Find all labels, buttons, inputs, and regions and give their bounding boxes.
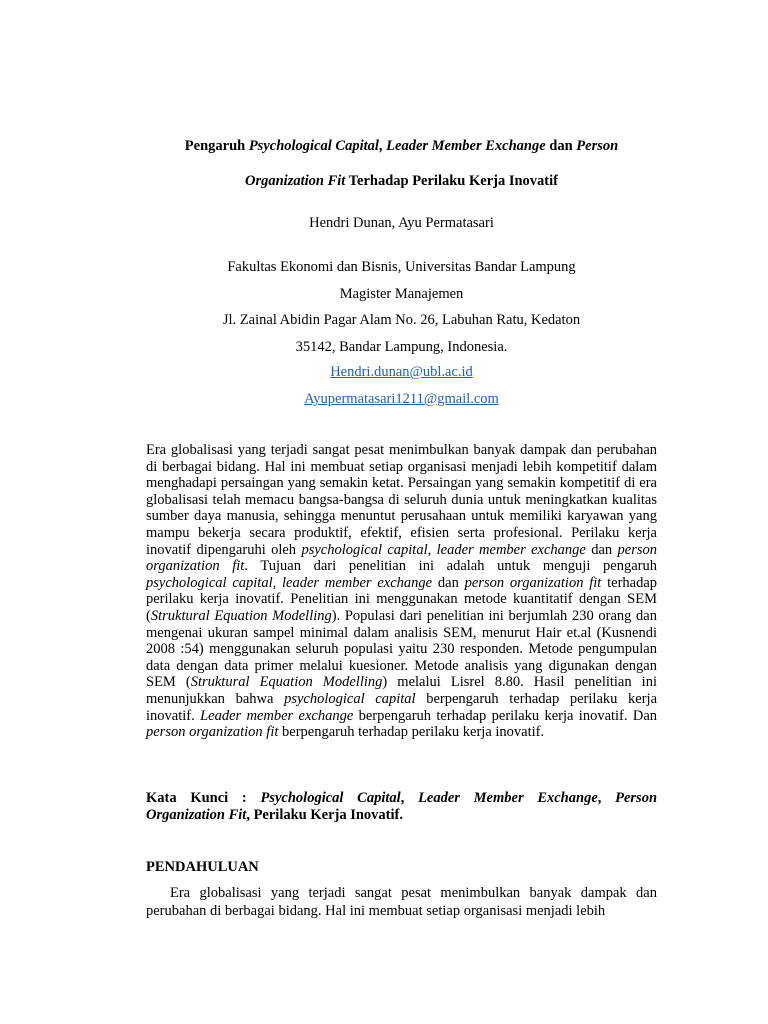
affiliation-faculty: Fakultas Ekonomi dan Bisnis, Universitas Bandar Lampung [227, 259, 576, 275]
keyword-term: Psychological Capital [260, 790, 401, 806]
abstract-paragraph [146, 442, 657, 741]
title-italic-term: Leader Member Exchange [386, 138, 546, 154]
abstract-italic-term: psychological capital [301, 541, 428, 558]
paper-title-line-2 [146, 172, 657, 190]
title-text: dan [545, 138, 577, 154]
abstract-text: berpengaruh terhadap perilaku kerja inovatif. [278, 724, 545, 741]
abstract-text: , [272, 574, 283, 591]
abstract-italic-term: person organization fit [146, 541, 658, 575]
abstract-italic-term: person organization fit [464, 574, 602, 591]
abstract-text: , [427, 541, 437, 558]
email-link[interactable]: Hendri.dunan@ubl.ac.id [330, 364, 473, 380]
abstract-text: berpengaruh terhadap perilaku kerja inovatif. Dan [353, 707, 658, 724]
keyword-term: Person Organization Fit [146, 790, 658, 823]
abstract-text: dan [432, 574, 465, 591]
title-italic-term: Organization Fit [244, 173, 346, 189]
paper-title-line-1 [146, 137, 657, 155]
abstract-italic-term: Leader member exchange [200, 707, 354, 724]
title-italic-term: Person [576, 138, 619, 154]
abstract-text: . Tujuan dari penelitian ini adalah untuk menguji pengaruh [244, 558, 657, 575]
abstract-text: ). Populasi dari penelitian ini berjumlah 230 orang dan mengenai ukuran sampel minimal dalam analisis SEM, menurut Hair et.al (Kusnendi 2008 :54) menggunakan seluruh populasi yaitu 230 responden. Metode pengumpulan data dengan data primer melalui kuesioner. Metode analisis yang digunakan dengan SEM ( [146, 607, 657, 691]
keywords-separator: , [597, 790, 616, 806]
abstract-italic-term: psychological capital [284, 690, 416, 707]
affiliation-city: 35142, Bandar Lampung, Indonesia. [295, 339, 508, 355]
keywords-tail: , Perilaku Kerja Inovatif. [246, 807, 403, 823]
abstract-italic-term: Struktural Equation Modelling [190, 674, 383, 691]
abstract-italic-term: leader member exchange [436, 541, 586, 558]
title-text: Terhadap Perilaku Kerja Inovatif [345, 173, 558, 189]
abstract-italic-term: psychological capital [146, 574, 273, 591]
abstract-text: terhadap perilaku kerja inovatif. Penelitian ini menggunakan metode kuantitatif dengan SEM ( [146, 574, 658, 624]
section-heading-pendahuluan: PENDAHULUAN [146, 859, 259, 875]
abstract-text: ) melalui Lisrel 8.80. Hasil penelitian ini menunjukkan bahwa [146, 674, 657, 707]
keywords-line [146, 790, 657, 824]
body-paragraph: Era globalisasi yang terjadi sangat pesat menimbulkan banyak dampak dan perubahan di berbagai bidang. Hal ini membuat setiap organisasi menjadi lebih [146, 885, 657, 919]
title-italic-term: Psychological Capital [248, 138, 379, 154]
abstract-text: dan [585, 541, 618, 558]
author-names: Hendri Dunan, Ayu Permatasari [309, 215, 494, 231]
affiliation-address: Jl. Zainal Abidin Pagar Alam No. 26, Labuhan Ratu, Kedaton [222, 312, 581, 328]
abstract-italic-term: Struktural Equation Modelling [150, 607, 332, 624]
abstract-italic-term: person organization fit [146, 724, 279, 741]
email-line-2 [146, 390, 657, 408]
keyword-term: Leader Member Exchange [418, 790, 598, 806]
keywords-separator: , [400, 790, 419, 806]
title-text: , [378, 138, 387, 154]
document-page [146, 0, 657, 1024]
abstract-italic-term: leader member exchange [282, 574, 433, 591]
email-link[interactable]: Ayupermatasari1211@gmail.com [304, 391, 499, 407]
title-text: Pengaruh [184, 138, 249, 154]
email-line-1 [146, 363, 657, 381]
keywords-label: Kata Kunci : [146, 790, 261, 806]
abstract-text: Era globalisasi yang terjadi sangat pesat menimbulkan banyak dampak dan perubahan di berbagai bidang. Hal ini membuat setiap organisasi menjadi lebih kompetitif dalam menghadapi persaingan yang semakin ketat. Persaingan yang semakin kompetitif di era globalisasi telah memacu bangsa-bangsa di seluruh dunia untuk meningkatkan kualitas sumber daya manusia, sehingga menuntut perusahaan untuk memiliki karyawan yang mampu bekerja secara produktif, efektif, efisien serta profesional. Perilaku kerja inovatif dipengaruhi oleh [146, 442, 657, 558]
affiliation-program: Magister Manajemen [339, 286, 464, 302]
abstract-text: berpengaruh terhadap perilaku kerja inovatif. [146, 690, 658, 724]
